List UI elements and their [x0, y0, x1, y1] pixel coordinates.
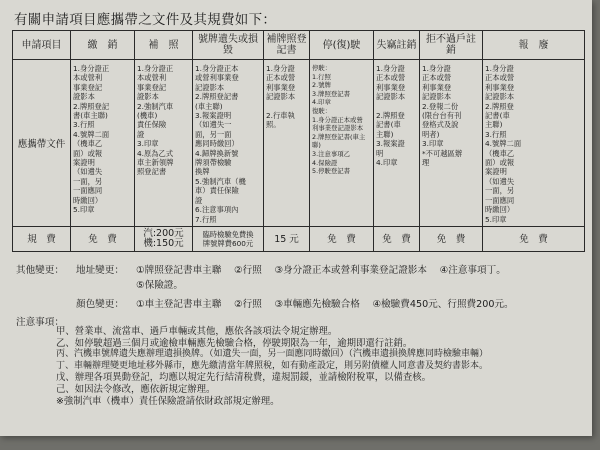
cell-line: 2.牌照登	[485, 101, 514, 111]
color-item: ②行照	[234, 299, 262, 310]
cell-line: 3.印章	[137, 139, 159, 149]
cell-line: 記證影本	[266, 92, 296, 102]
color-item: ③車輛應先檢驗合格	[274, 299, 360, 310]
note-item: ※強制汽車（機車）責任保險證請依財政部規定辦理。	[56, 395, 280, 407]
cell-line: 4.保險證	[312, 158, 338, 167]
note-item: 己、如因法令修改，應依新規定辦理。	[56, 383, 216, 395]
cell-line: (車主聯)	[195, 101, 223, 111]
fee-cell: 免 費	[483, 227, 585, 252]
fee-cell: 15 元	[264, 227, 310, 252]
cell-line: 2.行車執	[266, 111, 295, 121]
cell-line: 1.身分證正本或營	[312, 115, 363, 124]
cell-line: 證影本	[137, 92, 159, 102]
cell-line: 案證明	[485, 167, 507, 177]
fee-cell: 免 費	[71, 227, 135, 252]
cell-line: 責任保險	[137, 120, 167, 130]
cell-line: 登格式及說	[422, 120, 459, 130]
cell-line: 照登記書	[137, 167, 167, 177]
cell-line: 2.牌照登記書(車主	[312, 132, 366, 141]
cell-line: 記證影本	[422, 92, 452, 102]
fee-line: 牌號牌費600元	[202, 239, 254, 248]
documents-cell	[310, 60, 374, 227]
color-item: ④檢驗費450元、行照費200元。	[372, 299, 514, 310]
cell-line: 停駛：	[312, 64, 332, 72]
cell-line: 2.牌照登記書	[195, 92, 239, 102]
cell-line: 事業登記	[73, 82, 103, 92]
cell-line: 面，另一面	[195, 129, 232, 139]
cell-line: 7.行照	[195, 214, 217, 224]
cell-line: 2.強制汽車	[137, 101, 174, 111]
cell-line: 主聯)	[485, 120, 503, 130]
fee-cell: 免 費	[420, 227, 483, 252]
cell-line: 記書(車	[376, 120, 401, 130]
address-item: ④注意事項丁。	[439, 265, 506, 276]
fee-line: 汽:200元	[143, 227, 184, 239]
cell-line: 6.注意事項內	[195, 205, 239, 215]
cell-line: （機車乙	[485, 148, 515, 158]
cell-line: 2.登報二份	[422, 101, 459, 111]
cell-line: 牌須帶檢驗	[195, 158, 232, 168]
cell-line: 時繳回）	[485, 205, 515, 215]
address-item: ②行照	[234, 265, 262, 276]
cell-line: 5.強制汽車（機	[195, 176, 246, 186]
cell-line: 1.身分證正	[73, 64, 110, 73]
cell-line: 面）或報	[73, 148, 103, 158]
documents-cell	[71, 60, 135, 227]
cell-line: 1.身分證正本	[195, 64, 239, 73]
cell-line: 應同時繳回）	[195, 139, 239, 149]
cell-line: 正本或營	[376, 73, 406, 83]
cell-line: 2.號牌	[312, 81, 331, 90]
address-item: ①牌照登記書車主聯	[136, 265, 222, 276]
cell-line: 4.印章	[312, 98, 331, 107]
cell-line: 事業登記	[137, 82, 167, 92]
cell-line: 3.注意事項乙	[312, 149, 351, 158]
note-item: 丁、車輛辦理變更地址移外縣市，應先繳清當年牌照稅，如有動產設定，則另附債權人同意書及契約書影本。	[56, 360, 489, 371]
cell-line: 換牌	[195, 167, 210, 177]
cell-line: 利事業登	[376, 82, 406, 92]
cell-line: 5.停駛登記書	[312, 167, 351, 176]
cell-line: 證	[195, 195, 203, 205]
cell-line: 1.身分證正	[137, 64, 174, 73]
table-header-row	[13, 31, 585, 60]
cell-line: 4.原為乙式	[137, 148, 174, 158]
cell-line: 車）責任保險	[195, 186, 239, 196]
cell-line: *不可越區辦	[422, 148, 463, 158]
notes-list	[56, 326, 488, 407]
cell-line: 明者)	[422, 129, 440, 139]
cell-line: 照。	[266, 120, 281, 130]
fee-cell	[193, 227, 264, 252]
header-cell: 拒不過戶註銷	[420, 31, 483, 60]
cell-line: 記證影本	[485, 92, 515, 102]
header-cell: 補牌照登記書	[264, 31, 310, 60]
cell-line: 正本或營	[485, 73, 515, 83]
address-item: ⑤保險證。	[136, 280, 183, 291]
documents-row	[13, 60, 585, 227]
cell-line: 3.牌照登記書	[312, 89, 351, 98]
cell-line: 記書(車	[485, 111, 510, 121]
fee-row	[13, 227, 585, 252]
documents-cell	[483, 60, 585, 227]
cell-line: （如遺失	[485, 176, 515, 186]
color-change-label: 顏色變更：	[76, 299, 124, 310]
cell-line: 4.號牌二面	[485, 139, 522, 149]
cell-line: 4.號牌二面	[73, 129, 110, 139]
cell-line: 本或營利	[137, 73, 167, 83]
cell-line: 主聯)	[376, 129, 394, 139]
cell-line: 證	[137, 129, 145, 139]
page-title: 有關申請項目應攜帶之文件及其規費如下：	[14, 12, 277, 28]
header-cell: 報 廢	[483, 31, 585, 60]
cell-line: 4.歸牌換新號	[195, 148, 239, 158]
cell-line: 車主新領牌	[137, 158, 174, 168]
cell-line: 案證明	[73, 158, 95, 168]
cell-line: 4.印章	[376, 158, 398, 168]
notes-label: 注意事項：	[16, 317, 64, 328]
cell-line: 1.身分證	[422, 64, 451, 73]
documents-cell	[264, 60, 310, 227]
cell-line: 本或營利	[73, 73, 103, 83]
cell-line: 聯)	[312, 141, 321, 150]
cell-line: 證影本	[73, 92, 95, 102]
cell-line: 利事業登	[485, 82, 515, 92]
cell-line: 一面，另	[485, 186, 515, 196]
cell-line	[376, 102, 417, 111]
documents-cell	[135, 60, 193, 227]
cell-line: 1.身分證	[266, 64, 295, 73]
cell-line: 利事業登記證影本	[312, 124, 364, 133]
color-item: ①車主登記書車主聯	[136, 299, 222, 310]
requirements-table	[12, 30, 585, 252]
cell-line: 復駛：	[312, 106, 332, 115]
header-cell: 停(復)駛	[310, 31, 374, 60]
note-item: 甲、營業車、流當車、過戶車輛或其他，應依各該項法令規定辦理。	[56, 326, 338, 337]
header-cell: 申請項目	[13, 31, 71, 60]
cell-line: 2.牌照登記	[73, 101, 110, 111]
row-label-fee: 規 費	[13, 227, 71, 252]
cell-line: （如遺失	[73, 167, 103, 177]
note-item: 戊、辦理各項異動登記，均應以規定先行結清稅費，違規罰鍰，並請檢附稅單，以備查核。	[56, 372, 432, 384]
cell-line: 記證影本	[376, 92, 406, 102]
address-change-label: 地址變更：	[76, 265, 124, 276]
fee-cell: 免 費	[310, 227, 374, 252]
cell-line: (機車)	[137, 111, 158, 121]
cell-line: 1.行照	[312, 72, 331, 81]
cell-line: 正本或營	[422, 73, 452, 83]
address-item: ③身分證正本或營利事業登記證影本	[274, 265, 427, 276]
row-label-documents: 應攜帶文件	[13, 60, 71, 227]
cell-line: 3.行照	[73, 120, 95, 130]
cell-line: 一面應同	[73, 186, 103, 196]
cell-line: 利事業登	[266, 82, 296, 92]
fee-line: 機:150元	[143, 238, 184, 249]
cell-line: 一面，另	[73, 176, 103, 186]
cell-line: 記證影本	[195, 82, 225, 92]
cell-line: 理	[422, 158, 430, 168]
color-change-items	[136, 296, 514, 310]
other-changes-label: 其他變更：	[16, 265, 64, 276]
header-cell: 補 照	[135, 31, 193, 60]
cell-line: （機車乙	[73, 139, 103, 149]
cell-line: 明	[376, 148, 384, 158]
fee-cell: 免 費	[374, 227, 420, 252]
cell-line: 5.印章	[485, 214, 507, 224]
fee-line: 臨時檢驗免費換	[202, 229, 254, 239]
cell-line: 一面應同	[485, 195, 515, 205]
address-change-items	[136, 262, 506, 276]
cell-line: 1.身分證	[376, 64, 405, 73]
note-item: 丙、汽機車號牌遺失應辦理遺損換牌。（如遺失一面，另一面應同時繳回）（汽機車遺損換牌應同時檢驗車輛）	[56, 349, 489, 360]
documents-cell	[420, 60, 483, 227]
cell-line: 面）或報	[485, 158, 515, 168]
cell-line: 正本或營	[266, 73, 296, 83]
fee-cell	[135, 227, 193, 252]
cell-line	[266, 102, 307, 111]
cell-line: 3.報案證明	[195, 111, 232, 121]
cell-line: 3.報案證	[376, 139, 405, 149]
header-cell: 號牌遺失或損毀	[193, 31, 264, 60]
note-item: 乙、如停駛超過三個月或逾檢車輛應先檢驗合格，停駛期限為一年，逾期即還行註銷。	[56, 337, 413, 349]
cell-line: 時繳回）	[73, 195, 103, 205]
cell-line: 利事業登	[422, 82, 452, 92]
cell-line: 1.身分證	[485, 64, 514, 73]
cell-line: 3.行照	[485, 129, 507, 139]
documents-cell	[374, 60, 420, 227]
cell-line: 2.牌照登	[376, 111, 405, 121]
cell-line: (限台台有刊	[422, 111, 462, 121]
header-cell: 失竊註銷	[374, 31, 420, 60]
cell-line: 書(車主聯)	[73, 111, 108, 121]
header-cell: 繳 銷	[71, 31, 135, 60]
cell-line: 5.印章	[73, 205, 95, 215]
documents-cell	[193, 60, 264, 227]
cell-line: 3.印章	[422, 139, 444, 149]
cell-line: （如遺失一	[195, 120, 232, 130]
cell-line: 或營利事業登	[195, 73, 239, 83]
